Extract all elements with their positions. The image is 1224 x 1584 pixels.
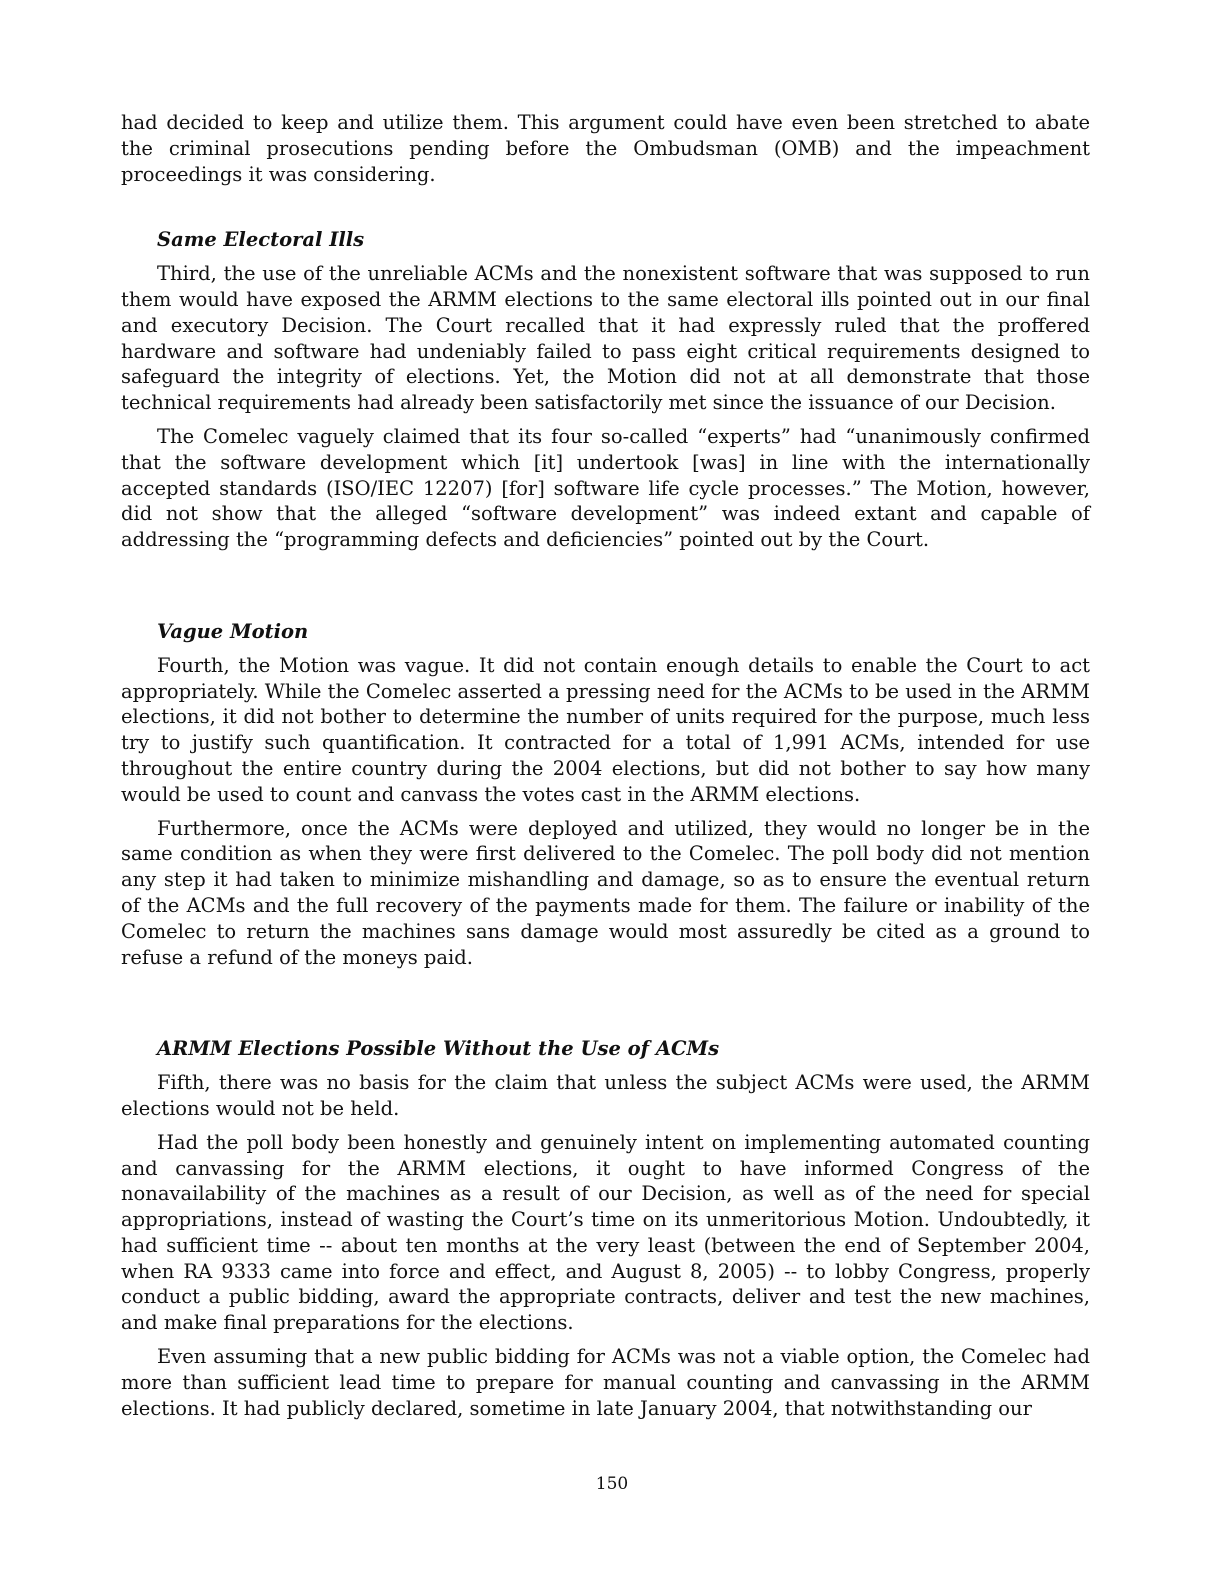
body-paragraph: Had the poll body been honestly and genuinely intent on implementing automated counting and canvassing for the ARMM elections, it ought to have informed Congress of the nonavailability of the machines as a result of our Decision, as well as of the need for special appropriations, instead of wasting the Court’s time on its unmeritorious Motion. Undoubtedly, it had sufficient time -- about ten months at the very least (between the end of September 2004, when RA 9333 came into force and effect, and August 8, 2005) -- to lobby Congress, properly conduct a public bidding, award the appropriate contracts, deliver and test the new machines, and make final preparations for the elections. bbox=[121, 1130, 1090, 1335]
body-paragraph: Even assuming that a new public bidding for ACMs was not a viable option, the Comelec had more than sufficient lead time to prepare for manual counting and canvassing in the ARMM elections. It had publicly declared, sometime in late January 2004, that notwithstanding our bbox=[121, 1345, 1090, 1420]
body-paragraph: The Comelec vaguely claimed that its four so-called “experts” had “unanimously confirmed that the software development which [it] undertook [was] in line with the internationally accepted standards (ISO/IEC 12207) [for] software life cycle processes.” The Motion, however, did not show that the alleged “software development” was indeed extant and capable of addressing the “programming defects and deficiencies” pointed out by the Court. bbox=[121, 424, 1090, 552]
body-paragraph: Third, the use of the unreliable ACMs and the nonexistent software that was supposed to run them would have exposed the ARMM elections to the same electoral ills pointed out in our final and executory Decision. The Court recalled that it had expressly ruled that the proffered hardware and software had undeniably failed to pass eight critical requirements designed to safeguard the integrity of elections. Yet, the Motion did not at all demonstrate that those technical requirements had already been satisfactorily met since the issuance of our Decision. bbox=[121, 262, 1090, 415]
section-vague-motion bbox=[121, 619, 1090, 970]
opening-paragraph: had decided to keep and utilize them. This argument could have even been stretched to abate the criminal prosecutions pending before the Ombudsman (OMB) and the impeachment proceedings it was considering. bbox=[121, 111, 1090, 186]
body-paragraph: Furthermore, once the ACMs were deployed and utilized, they would no longer be in the same condition as when they were first delivered to the Comelec. The poll body did not mention any step it had taken to minimize mishandling and damage, so as to ensure the eventual return of the ACMs and the full recovery of the payments made for them. The failure or inability of the Comelec to return the machines sans damage would most assuredly be cited as a ground to refuse a refund of the moneys paid. bbox=[121, 816, 1090, 969]
body-paragraph: Fourth, the Motion was vague. It did not contain enough details to enable the Court to act appropriately. While the Comelec asserted a pressing need for the ACMs to be used in the ARMM elections, it did not bother to determine the number of units required for the purpose, much less try to justify such quantification. It contracted for a total of 1,991 ACMs, intended for use throughout the entire country during the 2004 elections, but did not bother to say how many would be used to count and canvass the votes cast in the ARMM elections. bbox=[121, 653, 1090, 806]
body-paragraph: Fifth, there was no basis for the claim that unless the subject ACMs were used, the ARMM elections would not be held. bbox=[121, 1071, 1090, 1120]
section-heading: Same Electoral Ills bbox=[157, 228, 365, 252]
page-number: 150 bbox=[595, 1474, 629, 1494]
section-heading: ARMM Elections Possible Without the Use of ACMs bbox=[157, 1037, 720, 1061]
document-body bbox=[121, 110, 1090, 1429]
section-heading: Vague Motion bbox=[157, 619, 309, 643]
section-same-electoral-ills bbox=[121, 227, 1090, 553]
section-armm-elections bbox=[121, 1036, 1090, 1421]
